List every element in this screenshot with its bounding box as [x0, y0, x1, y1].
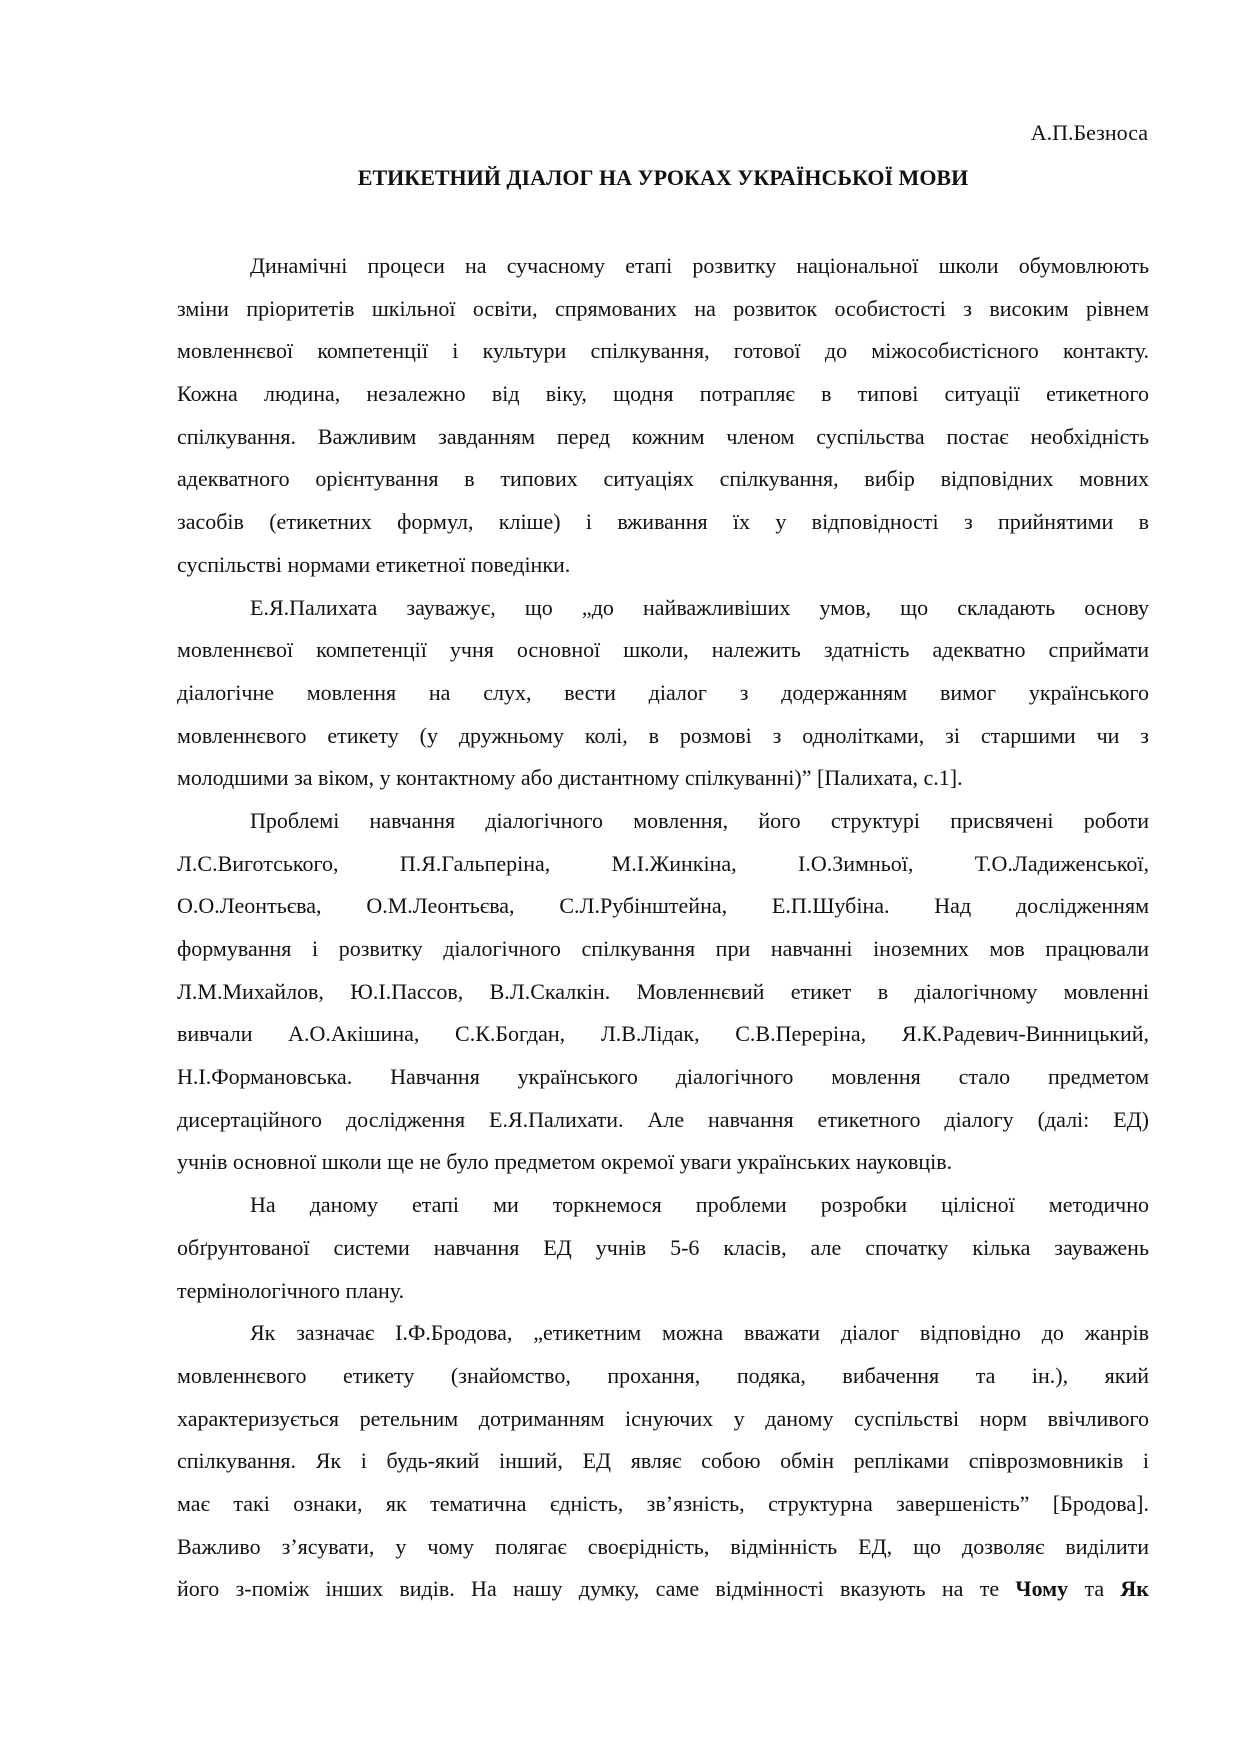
text-segment: зміни пріоритетів шкільної освіти, спрямованих на розвиток особистості з високим рівнем	[177, 295, 1149, 321]
author-name: А.П.Безноса	[1030, 120, 1148, 145]
text-segment: обґрунтованої системи навчання ЕД учнів 5-6 класів, але спочатку кілька зауважень	[177, 1234, 1149, 1260]
text-segment: діалогічне мовлення на слух, вести діалог з додержанням вимог українського	[177, 679, 1149, 705]
text-segment: О.О.Леонтьєва, О.М.Леонтьєва, С.Л.Рубінштейна, Е.П.Шубіна. Над дослідженням	[177, 893, 1149, 919]
paragraph	[177, 1312, 1149, 1611]
text-segment: та	[1068, 1576, 1121, 1602]
text-segment: Л.С.Виготського, П.Я.Гальперіна, М.І.Жинкіна, І.О.Зимньої, Т.О.Ладиженської,	[177, 850, 1149, 876]
text-segment: мовленнєвого етикету (знайомство, прохання, подяка, вибачення та ін.), який	[177, 1362, 1149, 1388]
paragraph	[177, 587, 1149, 800]
text-line	[177, 1099, 1149, 1142]
text-segment: характеризується ретельним дотриманням існуючих у даному суспільстві норм ввічливого	[177, 1405, 1149, 1431]
text-line	[177, 587, 1149, 630]
text-line	[177, 501, 1149, 544]
text-line	[177, 757, 1149, 800]
text-segment: Динамічні процеси на сучасному етапі розвитку національної школи обумовлюють	[250, 253, 1149, 278]
text-line	[177, 1312, 1149, 1355]
text-line	[177, 1184, 1149, 1227]
text-line	[177, 672, 1149, 715]
text-line	[177, 1398, 1149, 1441]
text-line	[177, 416, 1149, 459]
text-line	[177, 1056, 1149, 1099]
document-body	[177, 245, 1149, 1611]
text-line	[177, 1270, 1149, 1313]
document-title: ЕТИКЕТНИЙ ДІАЛОГ НА УРОКАХ УКРАЇНСЬКОЇ МОВИ	[357, 165, 969, 190]
text-line	[177, 245, 1149, 288]
text-segment: мовленнєвої компетенції і культури спілкування, готової до міжособистісного контакту.	[177, 338, 1149, 364]
text-segment: Кожна людина, незалежно від віку, щодня потрапляє в типові ситуації етикетного	[177, 381, 1149, 407]
text-line	[177, 928, 1149, 971]
text-segment: спілкування. Важливим завданням перед кожним членом суспільства постає необхідність	[177, 423, 1149, 449]
text-line	[177, 544, 1149, 587]
text-line	[177, 715, 1149, 758]
paragraph	[177, 800, 1149, 1184]
text-segment: мовленнєвої компетенції учня основної школи, належить здатність адекватно сприймати	[177, 637, 1149, 663]
text-line	[177, 1483, 1149, 1526]
text-line	[177, 843, 1149, 886]
text-segment: Л.М.Михайлов, Ю.І.Пассов, В.Л.Скалкін. Мовленнєвий етикет в діалогічному мовленні	[177, 978, 1149, 1004]
text-line	[177, 288, 1149, 331]
text-line	[177, 458, 1149, 501]
text-line	[177, 1013, 1149, 1056]
text-line	[177, 1526, 1149, 1569]
text-segment: учнів основної школи ще не було предметом окремої уваги українських науковців.	[177, 1149, 953, 1175]
text-segment: суспільстві нормами етикетної поведінки.	[177, 551, 571, 577]
text-segment: На даному етапі ми торкнемося проблеми розробки цілісної методично	[250, 1192, 1149, 1218]
bold-text: Чому	[1015, 1576, 1069, 1602]
text-segment: Як зазначає І.Ф.Бродова, „етикетним можна вважати діалог відповідно до жанрів	[250, 1320, 1149, 1346]
text-segment: молодшими за віком, у контактному або дистантному спілкуванні)” [Палихата, с.1].	[177, 765, 963, 791]
text-segment: формування і розвитку діалогічного спілкування при навчанні іноземних мов працювали	[177, 936, 1149, 961]
text-line	[177, 800, 1149, 843]
text-segment: вивчали А.О.Акішина, С.К.Богдан, Л.В.Лідак, С.В.Переріна, Я.К.Радевич-Винницький,	[177, 1021, 1149, 1047]
text-line	[177, 885, 1149, 928]
text-segment: Важливо з’ясувати, у чому полягає своєрідність, відмінність ЕД, що дозволяє виділити	[177, 1533, 1149, 1559]
text-segment: дисертаційного дослідження Е.Я.Палихати. Але навчання етикетного діалогу (далі: ЕД)	[177, 1106, 1149, 1132]
text-line	[177, 330, 1149, 373]
text-segment: мовленнєвого етикету (у дружньому колі, в розмові з однолітками, зі старшими чи з	[177, 722, 1149, 748]
paragraph	[177, 245, 1149, 587]
text-line	[177, 971, 1149, 1014]
text-line	[177, 1440, 1149, 1483]
text-line	[177, 1568, 1149, 1611]
text-line	[177, 1141, 1149, 1184]
text-segment: термінологічного плану.	[177, 1277, 405, 1303]
text-line	[177, 373, 1149, 416]
bold-text: Як	[1120, 1576, 1149, 1602]
text-segment: засобів (етикетних формул, кліше) і вживання їх у відповідності з прийнятими в	[177, 509, 1149, 535]
text-segment: адекватного орієнтування в типових ситуаціях спілкування, вибір відповідних мовних	[177, 466, 1149, 492]
paragraph	[177, 1184, 1149, 1312]
text-segment: його з-поміж інших видів. На нашу думку, саме відмінності вказують на те	[177, 1576, 1016, 1602]
text-segment: Н.І.Формановська. Навчання українського діалогічного мовлення стало предметом	[177, 1064, 1149, 1090]
text-segment: Е.Я.Палихата зауважує, що „до найважливіших умов, що складають основу	[250, 594, 1149, 620]
text-line	[177, 629, 1149, 672]
text-line	[177, 1227, 1149, 1270]
text-segment: спілкування. Як і будь-який інший, ЕД являє собою обмін репліками співрозмовників і	[177, 1448, 1149, 1474]
text-segment: має такі ознаки, як тематична єдність, зв’язність, структурна завершеність” [Бродова].	[177, 1490, 1149, 1516]
text-line	[177, 1355, 1149, 1398]
text-segment: Проблемі навчання діалогічного мовлення, його структурі присвячені роботи	[250, 807, 1149, 833]
